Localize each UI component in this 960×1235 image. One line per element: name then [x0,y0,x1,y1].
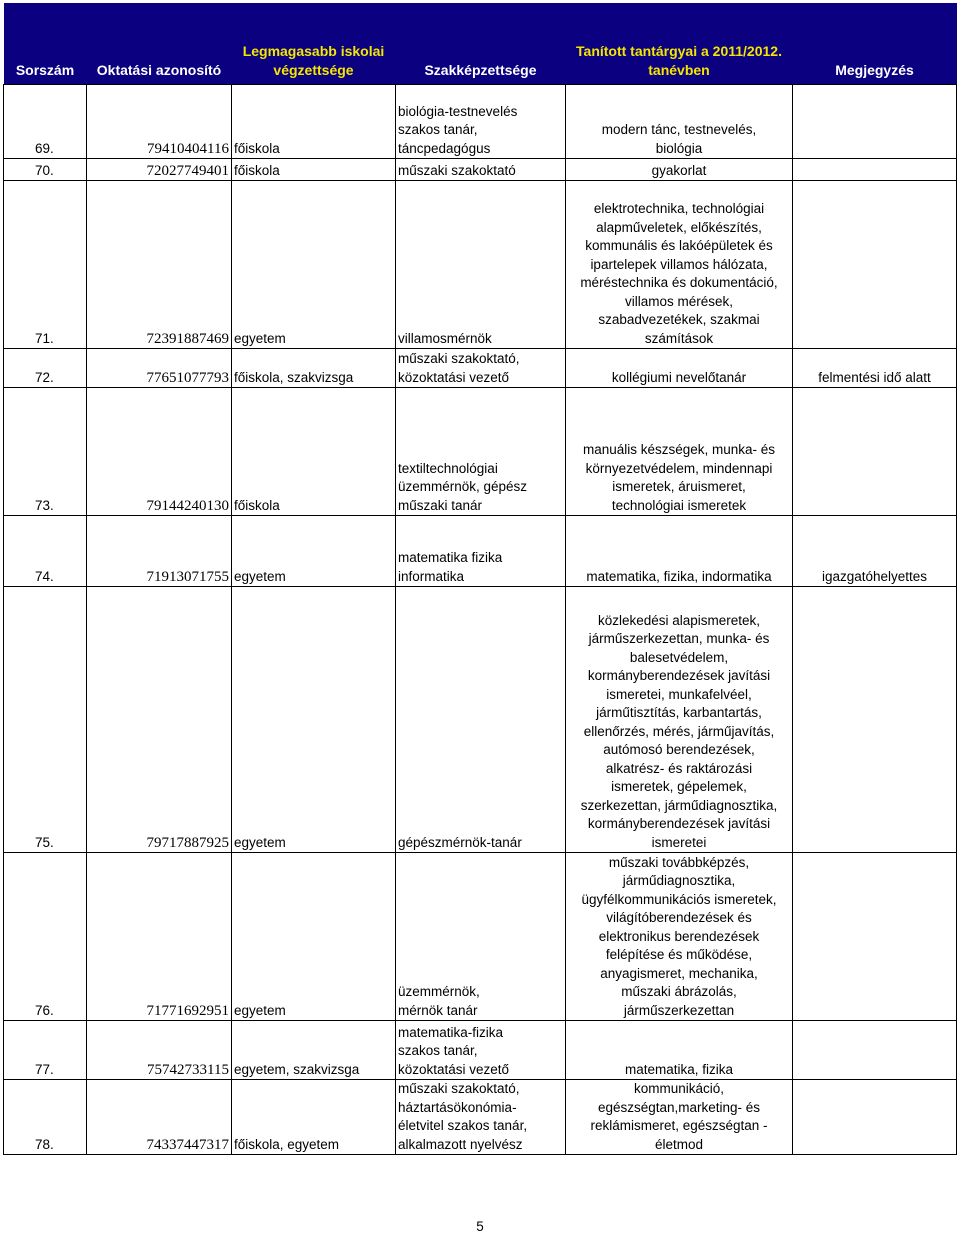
cell-megjegyzes: igazgatóhelyettes [793,516,957,587]
cell-sorszam: 72. [4,349,87,388]
cell-megjegyzes [793,853,957,1021]
cell-tantargyak: kollégiumi nevelőtanár [566,349,793,388]
header-szakkepzettseg: Szakképzettsége [396,3,566,85]
cell-tantargyak: kommunikáció, egészségtan,marketing- és reklámismeret, egészségtan - életmod [566,1080,793,1155]
header-sorszam: Sorszám [4,3,87,85]
cell-szakkepzettseg: műszaki szakoktató, közoktatási vezető [396,349,566,388]
cell-szakkepzettseg: műszaki szakoktató [396,159,566,181]
cell-megjegyzes [793,1080,957,1155]
cell-vegzettseg: főiskola [232,159,396,181]
cell-sorszam: 76. [4,853,87,1021]
cell-sorszam: 73. [4,388,87,516]
cell-azonosito: 74337447317 [87,1080,232,1155]
header-megjegyzes: Megjegyzés [793,3,957,85]
cell-vegzettseg: főiskola, egyetem [232,1080,396,1155]
cell-sorszam: 77. [4,1021,87,1080]
cell-azonosito: 75742733115 [87,1021,232,1080]
cell-sorszam: 70. [4,159,87,181]
cell-tantargyak: manuális készségek, munka- és környezetvédelem, mindennapi ismeretek, áruismeret, technológiai ismeretek [566,388,793,516]
cell-tantargyak: műszaki továbbképzés, járműdiagnosztika, ügyfélkommunikációs ismeretek, világítóberendezések és elektronikus berendezések felépítése és működése, anyagismeret, mechanika, műszaki ábrázolás, járműszerkezettan [566,853,793,1021]
table-row [4,349,957,388]
cell-vegzettseg: egyetem [232,516,396,587]
cell-megjegyzes [793,1021,957,1080]
cell-szakkepzettseg: üzemmérnök, mérnök tanár [396,853,566,1021]
cell-megjegyzes: felmentési idő alatt [793,349,957,388]
cell-azonosito: 71913071755 [87,516,232,587]
cell-azonosito: 79717887925 [87,587,232,853]
table-row [4,1021,957,1080]
table-body [4,85,957,1155]
cell-szakkepzettseg: matematika-fizika szakos tanár, közoktatási vezető [396,1021,566,1080]
cell-megjegyzes [793,388,957,516]
cell-vegzettseg: egyetem [232,853,396,1021]
cell-vegzettseg: főiskola [232,388,396,516]
cell-azonosito: 79144240130 [87,388,232,516]
cell-sorszam: 71. [4,181,87,349]
table-header [4,3,957,85]
table-row [4,181,957,349]
cell-tantargyak: gyakorlat [566,159,793,181]
header-oktatasi-azonosito: Oktatási azonosító [87,3,232,85]
cell-sorszam: 69. [4,85,87,159]
cell-azonosito: 71771692951 [87,853,232,1021]
cell-azonosito: 77651077793 [87,349,232,388]
table-row [4,388,957,516]
cell-tantargyak: matematika, fizika [566,1021,793,1080]
cell-szakkepzettseg: matematika fizika informatika [396,516,566,587]
table-row [4,159,957,181]
cell-tantargyak: közlekedési alapismeretek, járműszerkezettan, munka- és balesetvédelem, kormányberendezések javítási ismeretei, munkafelvéel, járműtisztítás, karbantartás, ellenőrzés, mérés, járműjavítás, autómosó berendezések, alkatrész- és raktározási ismeretek, gépelemek, szerkezettan, járműdiagnosztika, kormányberendezések javítási ismeretei [566,587,793,853]
cell-szakkepzettseg: biológia-testnevelés szakos tanár, táncpedagógus [396,85,566,159]
cell-sorszam: 75. [4,587,87,853]
cell-szakkepzettseg: textiltechnológiai üzemmérnök, gépész műszaki tanár [396,388,566,516]
cell-megjegyzes [793,159,957,181]
table-row [4,85,957,159]
cell-megjegyzes [793,587,957,853]
cell-szakkepzettseg: villamosmérnök [396,181,566,349]
cell-sorszam: 74. [4,516,87,587]
cell-azonosito: 72391887469 [87,181,232,349]
cell-vegzettseg: egyetem [232,587,396,853]
cell-vegzettseg: főiskola [232,85,396,159]
cell-tantargyak: modern tánc, testnevelés, biológia [566,85,793,159]
cell-azonosito: 72027749401 [87,159,232,181]
table-row [4,853,957,1021]
header-tantargyak: Tanított tantárgyai a 2011/2012. tanévben [566,3,793,85]
table-row [4,516,957,587]
cell-sorszam: 78. [4,1080,87,1155]
cell-tantargyak: matematika, fizika, indormatika [566,516,793,587]
page-number: 5 [476,1219,484,1234]
table-row [4,1080,957,1155]
cell-megjegyzes [793,85,957,159]
table-row [4,587,957,853]
cell-vegzettseg: főiskola, szakvizsga [232,349,396,388]
cell-szakkepzettseg: gépészmérnök-tanár [396,587,566,853]
header-vegzettseg: Legmagasabb iskolai végzettsége [232,3,396,85]
cell-megjegyzes [793,181,957,349]
cell-szakkepzettseg: műszaki szakoktató, háztartásökonómia- életvitel szakos tanár, alkalmazott nyelvész [396,1080,566,1155]
cell-vegzettseg: egyetem, szakvizsga [232,1021,396,1080]
cell-vegzettseg: egyetem [232,181,396,349]
staff-table [3,3,957,1155]
cell-azonosito: 79410404116 [87,85,232,159]
cell-tantargyak: elektrotechnika, technológiai alapműveletek, előkészítés, kommunális és lakóépületek és ipartelepek villamos hálózata, méréstechnika és dokumentáció, villamos mérések, szabadvezetékek, szakmai számítások [566,181,793,349]
